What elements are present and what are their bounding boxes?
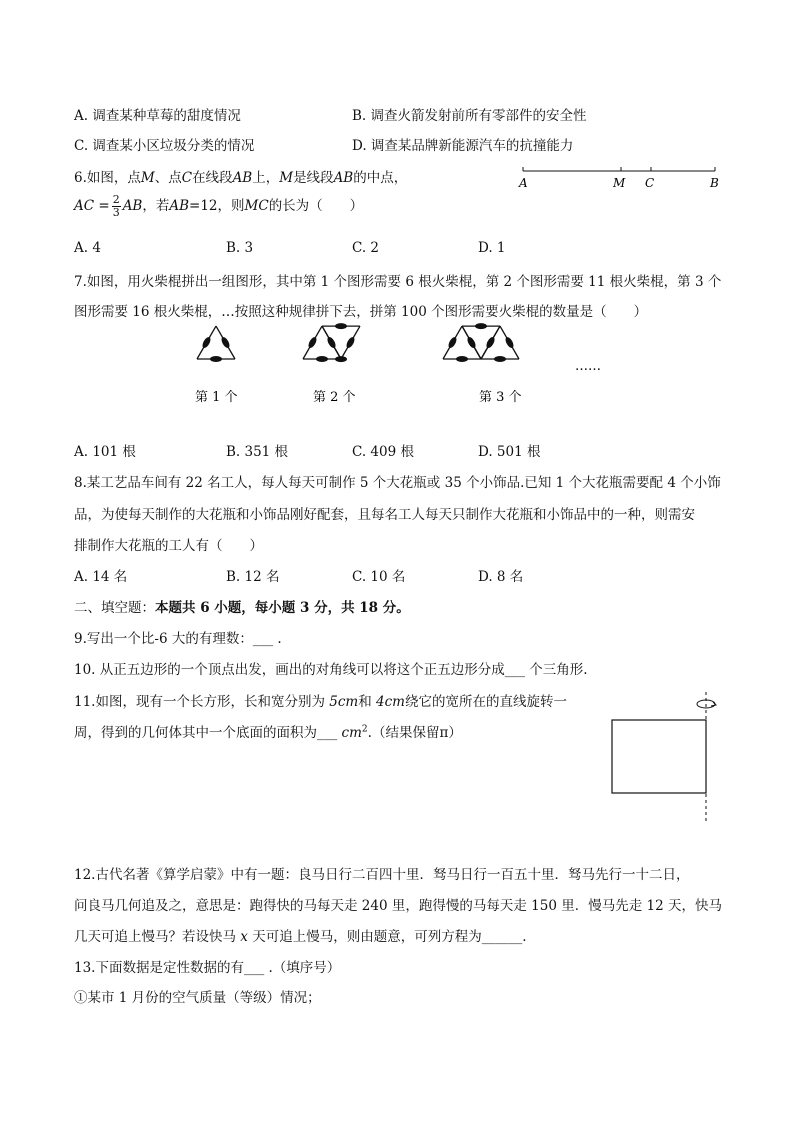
rectangle <box>612 720 706 793</box>
q10-stem: 10. 从正五边形的一个顶点出发，画出的对角线可以将这个正五边形分成___ 个三角形. <box>74 662 588 678</box>
matchstick <box>462 323 500 329</box>
matchstick <box>481 326 500 359</box>
figure-label-1: 第 1 个 <box>195 390 238 405</box>
matchstick <box>197 356 235 362</box>
q7-option-a: A. 101 根 <box>74 444 136 460</box>
q5-option-a: A. 调查某种草莓的甜度情况 <box>74 108 241 124</box>
fraction-two-thirds: $\frac{2}{3}$ <box>112 193 120 219</box>
q12-stem-line1: 12.古代名著《算学启蒙》中有一题：良马日行二百四十里．驽马日行一百五十里．驽马先行一十二日， <box>74 867 690 883</box>
q13-item-1: ①某市 1 月份的空气质量（等级）情况； <box>74 990 321 1006</box>
segment-figure <box>515 162 730 194</box>
section-heading: 二、填空题：本题共 6 小题，每小题 3 分，共 18 分。 <box>74 600 410 616</box>
matchstick <box>216 326 235 359</box>
matchstick <box>322 326 341 359</box>
matchstick <box>443 326 462 359</box>
q8-stem-line1: 8.某工艺品车间有 22 名工人，每人每天可制作 5 个大花瓶或 35 个小饰品.已知 1 个大花瓶需要配 4 个小饰 <box>74 475 721 491</box>
figure-label-2: 第 2 个 <box>313 390 356 405</box>
q6-stem-line2: AC = $\frac{2}{3}$ AB，若AB=12，则MC的长为（ ） <box>74 193 364 219</box>
q6-option-a: A. 4 <box>74 240 101 256</box>
matchstick <box>462 326 481 359</box>
matchstick-figures <box>185 322 615 412</box>
q8-option-b: B. 12 名 <box>226 569 280 585</box>
matchstick <box>481 356 519 362</box>
matchstick <box>500 326 519 359</box>
matchstick <box>335 356 347 362</box>
q8-stem-line3: 排制作大花瓶的工人有（ ） <box>74 538 263 554</box>
q9-stem: 9.写出一个比-6 大的有理数：___ . <box>74 631 282 647</box>
q6-option-c: C. 2 <box>352 240 380 256</box>
point-label-m: M <box>613 176 626 190</box>
figure-label-3: 第 3 个 <box>479 390 522 405</box>
q13-stem: 13.下面数据是定性数据的有___ .（填序号） <box>74 960 341 976</box>
q5-option-c: C. 调查某小区垃圾分类的情况 <box>74 138 255 154</box>
q5-option-b: B. 调查火箭发射前所有零部件的安全性 <box>352 108 587 124</box>
q6-option-d: D. 1 <box>478 240 506 256</box>
matchstick <box>197 326 216 359</box>
point-label-b: B <box>710 176 719 190</box>
matchstick <box>341 326 360 359</box>
figure-ellipsis: …… <box>575 359 601 374</box>
q7-stem-line2: 图形需要 16 根火柴棍，…按照这种规律拼下去，拼第 100 个图形需要火柴棍的数量是（ ） <box>74 304 648 320</box>
matchstick <box>303 326 322 359</box>
q8-option-d: D. 8 名 <box>478 569 524 585</box>
q8-option-a: A. 14 名 <box>74 569 128 585</box>
q12-stem-line2: 问良马几何追及之，意思是：跑得快的马每天走 240 里，跑得慢的马每天走 150 里．慢马先走 12 天，快马 <box>74 898 722 914</box>
point-label-c: C <box>645 176 655 190</box>
q6-stem-line1: 6.如图，点M、点C在线段AB上，M是线段AB的中点， <box>74 170 408 186</box>
q7-option-d: D. 501 根 <box>478 444 541 460</box>
q11-stem-line2: 周，得到的几何体其中一个底面的面积为___ $cm^2$.（结果保留π） <box>74 724 462 741</box>
q12-stem-line3: 几天可追上慢马？若设快马 x 天可追上慢马，则由题意，可列方程为______. <box>74 929 527 945</box>
q11-stem-line1: 11.如图，现有一个长方形，长和宽分别为 5cm和 4cm绕它的宽所在的直线旋转一 <box>74 694 567 710</box>
q7-option-c: C. 409 根 <box>352 444 414 460</box>
q8-stem-line2: 品，为使每天制作的大花瓶和小饰品刚好配套，且每名工人每天只制作大花瓶和小饰品中的一种，则需安 <box>74 507 695 523</box>
matchstick <box>443 356 481 362</box>
q7-option-b: B. 351 根 <box>226 444 289 460</box>
rectangle-rotation-figure <box>605 690 725 825</box>
q7-stem-line1: 7.如图，用火柴棍拼出一组图形，其中第 1 个图形需要 6 根火柴棍，第 2 个图形需要 11 根火柴棍，第 3 个 <box>74 274 722 290</box>
q5-option-d: D. 调查某品牌新能源汽车的抗撞能力 <box>352 138 574 154</box>
point-label-a: A <box>519 176 528 190</box>
matchstick <box>322 323 360 329</box>
q6-option-b: B. 3 <box>226 240 254 256</box>
q8-option-c: C. 10 名 <box>352 569 406 585</box>
